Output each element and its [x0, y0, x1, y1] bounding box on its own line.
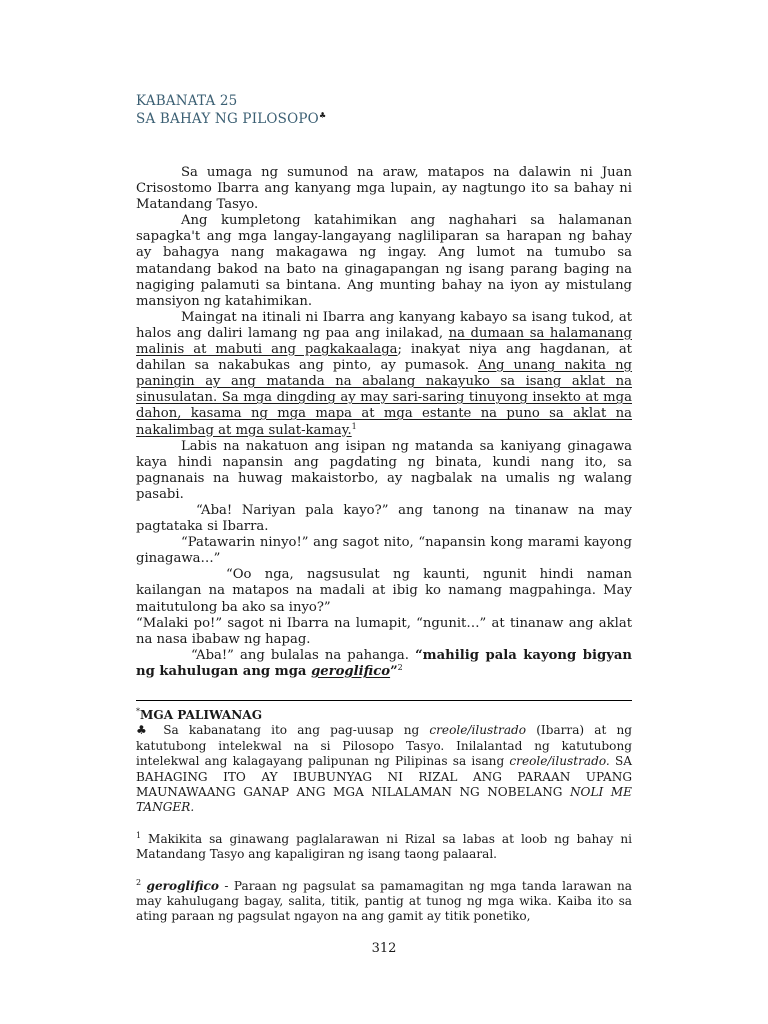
dialogue-4: “Malaki po!” sagot ni Ibarra na lumapit, “ngunit…” at tinanaw ang aklat na nasa ibabaw ng hapag.: [136, 615, 632, 647]
underlined-passage-1: na dumaan sa halamanang malinis at mabuti ang pagkakaalaga: [136, 325, 632, 358]
footnote-ref-2: 2: [397, 662, 403, 672]
club-footnote-mark: ♣: [318, 111, 327, 120]
dialogue-2: “Patawarin ninyo!” ang sagot nito, “napansin kong marami kayong ginagawa…”: [136, 535, 632, 567]
paragraph-3: Maingat na itinali ni Ibarra ang kanyang kabayo sa isang tukod, at halos ang daliri lamang ng paa ang inilakad, na dumaan sa halamanang malinis at mabuti ang pagkakaalaga; inakyat niya ang hagdanan, at dahilan sa nakabukas ang pinto, ay pumasok. Ang unang nakita ng paningin ay ang matanda na abalang nakayuko sa isang aklat na sinusulatan. Sa mga dingding ay may sari-saring tinuyong insekto at mga dahon, kasama ng mga mapa at mga estante na puno sa aklat na nakalimbag at mga sulat-kamay.$^1$: [136, 309, 633, 438]
note-2: $^2$ geroglifico - Paraan ng pagsulat sa pamamagitan ng mga tanda larawan na may kahulugang bagay, salita, titik, pantig at tunog ng mga wika. Kaiba ito sa ating paraan ng pagsulat ngayon na ang gamit ay titik ponetiko,: [136, 877, 632, 924]
chapter-title: SA BAHAY NG PILOSOPO♣: [136, 111, 327, 127]
chapter-body: [136, 165, 632, 680]
chapter-number: KABANATA 25: [136, 93, 238, 109]
paragraph-4: Labis na nakatuon ang isipan ng matanda sa kaniyang ginagawa kaya hindi napansin ang pagdating ng binata, kundi nang ito, sa pagnanais na huwag makaistorbo, ay nagbalak na umalis ng walang pasabi.: [136, 438, 632, 502]
dialogue-3: “Oo nga, nagsusulat ng kaunti, ngunit hindi naman kailangan na matapos na madali at ibig ko namang magpahinga. May maitutulong ba ako sa inyo?”: [136, 567, 632, 615]
club-icon: ♣: [136, 723, 154, 738]
dialogue-1: “Aba! Nariyan pala kayo?” ang tanong na tinanaw na may pagtataka si Ibarra.: [136, 502, 632, 535]
footnotes: [136, 708, 632, 925]
geroglifico-term: geroglifico: [311, 663, 391, 679]
notes-header: *MGA PALIWANAG: [136, 707, 263, 722]
note-1: $^1$ Makikita sa ginawang paglalarawan ni Rizal sa labas at loob ng bahay ni Matandang Tasyo ang kapaligiran ng isang taong palaaral.: [136, 830, 632, 862]
footnote-ref-1: 1: [351, 421, 357, 431]
bold-exclamation: “mahilig pala kayong bigyan ng kahulugan ang mga geroglifico”: [136, 647, 632, 679]
paragraph-2: Ang kumpletong katahimikan ang naghahari sa halamanan sapagka't ang mga langay-langayang nagliliparan sa harapan ng bahay ay bahagya nang makagawa ng ingay. Ang lumot na tumubo sa matandang bakod na bato na ginagapangan ng isang parang baging na nagiging palamuti sa bintana. Ang munting bahay na iyon ay mistulang mansiyon ng katahimikan.: [136, 213, 632, 309]
paragraph-1: Sa umaga ng sumunod na araw, matapos na dalawin ni Juan Crisostomo Ibarra ang kanyang mga lupain, ay nagtungo ito sa bahay ni Matandang Tasyo.: [136, 165, 632, 213]
page-number: 312: [371, 941, 397, 956]
underlined-passage-2: Ang unang nakita ng paningin ay ang matanda na abalang nakayuko sa isang aklat na sinusulatan. Sa mga dingding ay may sari-saring tinuyong insekto at mga dahon, kasama ng mga mapa at mga estante na puno sa aklat na nakalimbag at mga sulat-kamay.: [136, 358, 633, 438]
dialogue-5: “Aba!” ang bulalas na pahanga. “mahilig pala kayong bigyan ng kahulugan ang mga geroglifico”$^2$: [136, 647, 632, 679]
note-club: ♣ Sa kabanatang ito ang pag-uusap ng creole/ilustrado (Ibarra) at ng katutubong intelekwal na si Pilosopo Tasyo. Inilalantad ng katutubong intelekwal ang kalagayang palipunan ng Pilipinas sa isang creole/ilustrado. SA BAHAGING ITO AY IBUBUNYAG NI RIZAL ANG PARAAN UPANG MAUNAWAANG GANAP ANG MGA NILALAMAN NG NOBELANG NOLI ME TANGER.: [136, 723, 632, 815]
footnote-divider: [136, 700, 632, 701]
